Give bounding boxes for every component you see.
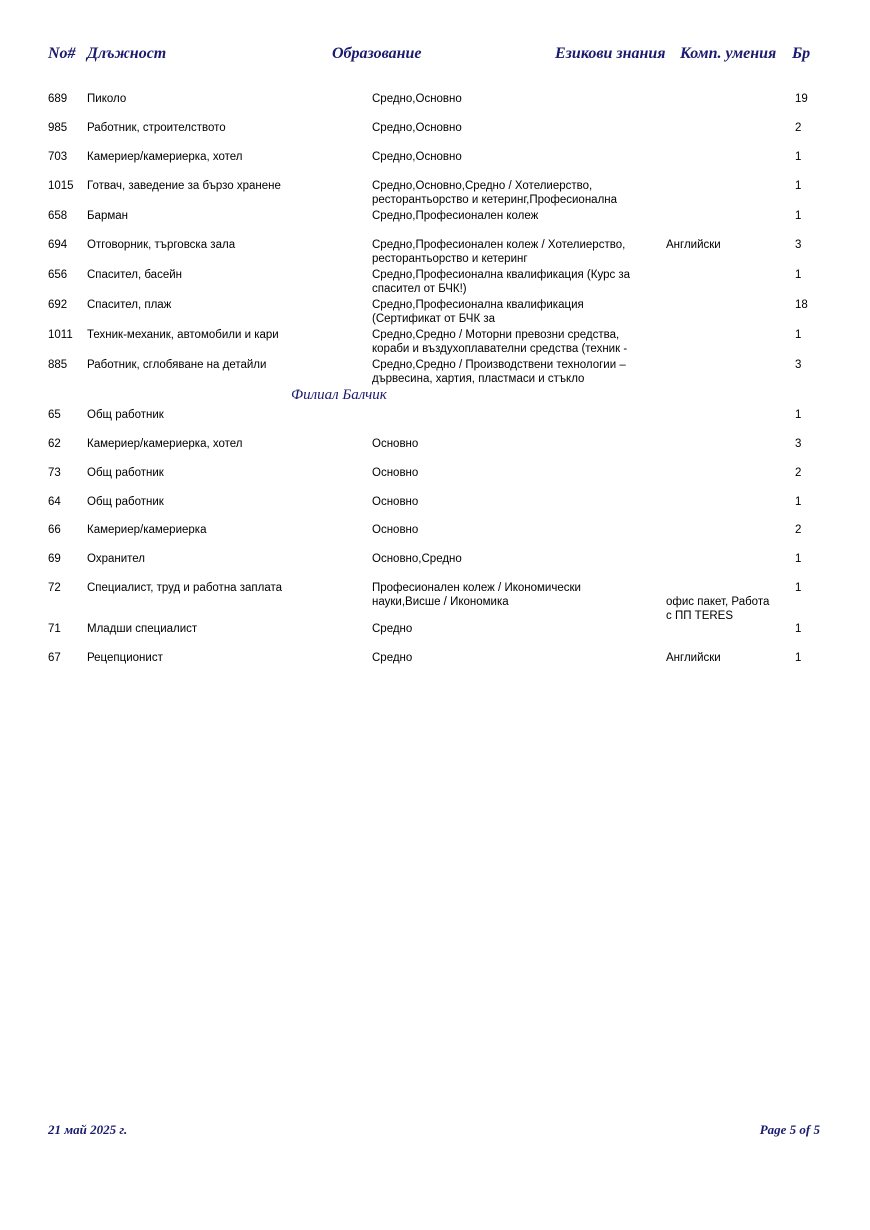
row-languages-skills: [666, 581, 769, 623]
row-education-line: Средно,Основно: [372, 93, 462, 105]
row-education: [372, 552, 462, 566]
row-number: 689: [48, 93, 68, 105]
row-position: Барман: [87, 210, 128, 222]
row-position: Охранител: [87, 553, 145, 565]
row-education: [372, 437, 418, 451]
row-position: Общ работник: [87, 467, 164, 479]
row-education-line: Основно: [372, 524, 419, 536]
row-education-line: Средно,Основно,Средно / Хотелиерство,: [372, 180, 593, 192]
row-position: Отговорник, търговска зала: [87, 239, 236, 251]
footer-page: Page 5 of 5: [759, 1122, 820, 1137]
row-position: Пиколо: [87, 93, 127, 105]
row-education-line: Средно,Основно: [372, 151, 462, 163]
row-education-line: Основно,Средно: [372, 553, 462, 565]
row-education-line: Средно,Средно / Производствени технологии –: [372, 359, 626, 371]
row-number: 985: [48, 122, 68, 134]
row-count: 18: [795, 299, 808, 311]
section-title: Филиал Балчик: [291, 387, 387, 403]
row-languages-skills-line: Английски: [666, 652, 721, 664]
row-education-line: Средно,Средно / Моторни превозни средства,: [372, 329, 620, 341]
row-count: 1: [795, 210, 802, 222]
row-education: [372, 622, 412, 636]
row-number: 656: [48, 269, 68, 281]
header-skills: Комп. умения: [680, 45, 777, 62]
row-count: 1: [795, 496, 802, 508]
row-languages-skills: [666, 651, 721, 665]
row-education: [372, 523, 418, 537]
row-education: [372, 179, 617, 207]
row-count: 1: [795, 269, 802, 281]
row-number: 65: [48, 409, 61, 421]
row-count: 1: [795, 151, 802, 163]
row-position: Спасител, басейн: [87, 269, 182, 281]
row-education-line: Основно: [372, 496, 419, 508]
row-education: [372, 92, 462, 106]
row-education-line: Средно,Професионален колеж / Хотелиерство,: [372, 239, 626, 251]
row-position: Общ работник: [87, 496, 164, 508]
row-education: [372, 466, 418, 480]
row-education: [372, 581, 581, 609]
row-count: 1: [795, 652, 802, 664]
row-number: 658: [48, 210, 68, 222]
row-position: Работник, строителството: [87, 122, 226, 134]
row-position: Специалист, труд и работна заплата: [87, 582, 283, 594]
row-number: 885: [48, 359, 68, 371]
row-education-line: спасител от БЧК!): [372, 283, 467, 295]
row-education-line: ресторантьорство и кетеринг,Професионална: [372, 194, 618, 206]
row-education: [372, 651, 412, 665]
row-education-line: науки,Висше / Икономика: [372, 596, 509, 608]
row-number: 64: [48, 496, 61, 508]
row-count: 3: [795, 438, 802, 450]
row-education-line: Средно: [372, 623, 413, 635]
row-education-line: ресторантьорство и кетеринг: [372, 253, 528, 265]
row-position: Младши специалист: [87, 623, 198, 635]
row-position: Камериер/камериерка, хотел: [87, 438, 243, 450]
row-education: [372, 121, 462, 135]
row-count: 19: [795, 93, 808, 105]
row-number: 1015: [48, 180, 74, 192]
row-languages-skills-line: офис пакет, Работа: [666, 596, 770, 608]
row-education-line: Средно: [372, 652, 413, 664]
row-number: 703: [48, 151, 68, 163]
row-education: [372, 150, 462, 164]
footer-date: 21 май 2025 г.: [48, 1122, 128, 1137]
row-education: [372, 238, 625, 266]
row-number: 1011: [48, 329, 73, 341]
header-no: No#: [48, 45, 76, 62]
row-education-line: Средно,Професионална квалификация: [372, 299, 584, 311]
row-number: 72: [48, 582, 61, 594]
row-position: Спасител, плаж: [87, 299, 172, 311]
row-count: 1: [795, 409, 802, 421]
row-number: 71: [48, 623, 61, 635]
row-languages-skills: [666, 238, 721, 252]
row-count: 2: [795, 524, 802, 536]
header-position: Длъжност: [87, 45, 167, 62]
row-number: 66: [48, 524, 61, 536]
row-count: 1: [795, 180, 802, 192]
row-number: 67: [48, 652, 61, 664]
row-education: [372, 358, 626, 386]
row-count: 3: [795, 239, 802, 251]
row-languages-skills-line: с ПП TERES: [666, 610, 734, 622]
row-count: 1: [795, 623, 802, 635]
row-count: 2: [795, 467, 802, 479]
row-count: 1: [795, 582, 802, 594]
row-number: 694: [48, 239, 68, 251]
row-education-line: дървесина, хартия, пластмаси и стъкло: [372, 373, 585, 385]
row-education-line: Средно,Основно: [372, 122, 462, 134]
row-languages-skills-line: Английски: [666, 239, 721, 251]
row-education-line: Средно,Професионална квалификация (Курс за: [372, 269, 631, 281]
row-position: Техник-механик, автомобили и кари: [87, 329, 279, 341]
row-position: Готвач, заведение за бързо хранене: [87, 180, 281, 192]
row-education-line: кораби и въздухоплавателни средства (техник -: [372, 343, 628, 355]
row-position: Рецепционист: [87, 652, 163, 664]
row-education-line: Основно: [372, 467, 419, 479]
row-education: [372, 328, 627, 356]
row-education-line: Средно,Професионален колеж: [372, 210, 539, 222]
row-position: Камериер/камериерка, хотел: [87, 151, 243, 163]
header-education: Образование: [332, 45, 422, 62]
row-position: Камериер/камериерка: [87, 524, 207, 536]
header-languages: Езикови знания: [555, 45, 666, 62]
row-number: 69: [48, 553, 61, 565]
row-education: [372, 298, 584, 326]
row-count: 1: [795, 553, 802, 565]
row-count: 2: [795, 122, 802, 134]
row-position: Общ работник: [87, 409, 164, 421]
row-languages-skills-line: [666, 581, 769, 595]
row-education: [372, 495, 418, 509]
row-count: 1: [795, 329, 802, 341]
row-number: 692: [48, 299, 68, 311]
header-count: Бр: [792, 45, 811, 62]
row-education: [372, 209, 538, 223]
row-number: 73: [48, 467, 61, 479]
row-education-line: (Сертификат от БЧК за: [372, 313, 496, 325]
row-education: [372, 268, 630, 296]
row-position: Работник, сглобяване на детайли: [87, 359, 267, 371]
row-education-line: Основно: [372, 438, 419, 450]
row-education-line: Професионален колеж / Икономически: [372, 582, 581, 594]
row-count: 3: [795, 359, 802, 371]
row-number: 62: [48, 438, 61, 450]
